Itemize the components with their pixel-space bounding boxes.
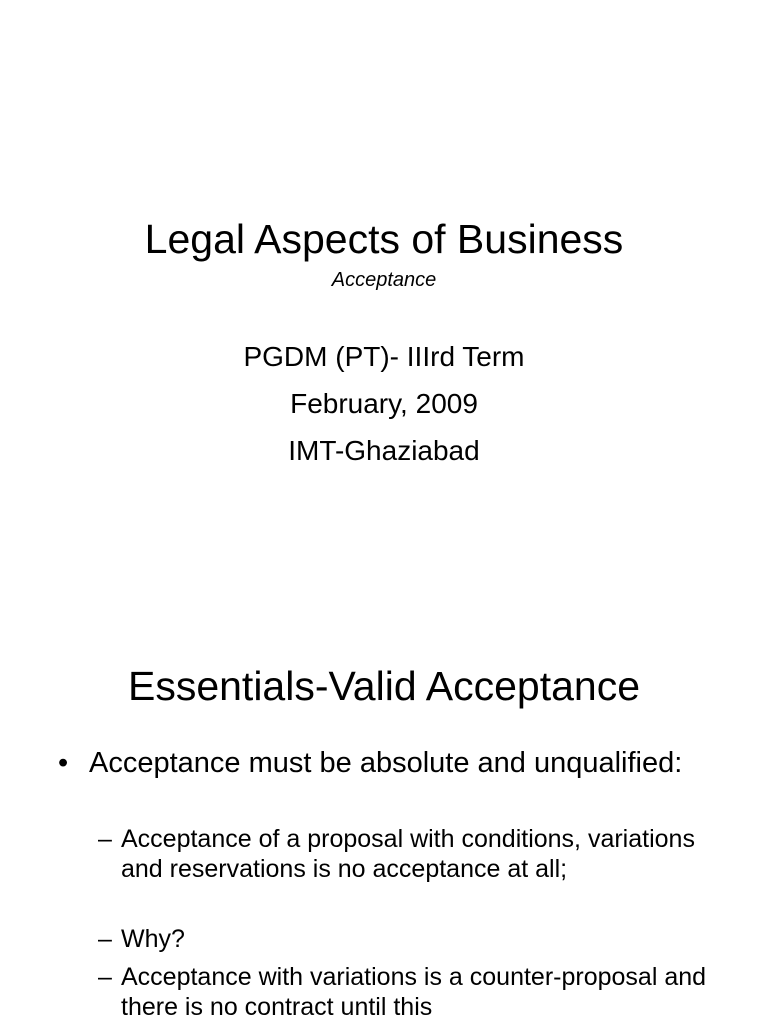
sub-bullet-item	[98, 824, 708, 884]
sub-bullet-text: Acceptance with variations is a counter-proposal and there is no contract until this	[121, 963, 707, 1021]
date-line: February, 2009	[290, 388, 478, 419]
sub-bullet-item	[98, 924, 708, 954]
dash-marker: –	[98, 963, 112, 991]
bullet-text: Acceptance must be absolute and unqualified:	[89, 747, 683, 779]
sub-bullet-text: Acceptance of a proposal with conditions, variations and reservations is no acceptance at all;	[121, 825, 695, 883]
bullet-marker: •	[58, 747, 69, 779]
institute-line: IMT-Ghaziabad	[288, 435, 480, 466]
sub-bullet-text: Why?	[121, 925, 185, 953]
slide-title: Legal Aspects of Business	[144, 216, 624, 262]
course-line: PGDM (PT)- IIIrd Term	[243, 341, 525, 372]
slide-subtitle: Acceptance	[331, 269, 437, 291]
content-slide	[0, 576, 768, 1024]
dash-marker: –	[98, 825, 112, 853]
dash-marker: –	[98, 925, 112, 953]
sub-bullet-item	[98, 962, 708, 1022]
bullet-item	[58, 746, 718, 781]
slide-title: Essentials-Valid Acceptance	[127, 663, 641, 709]
